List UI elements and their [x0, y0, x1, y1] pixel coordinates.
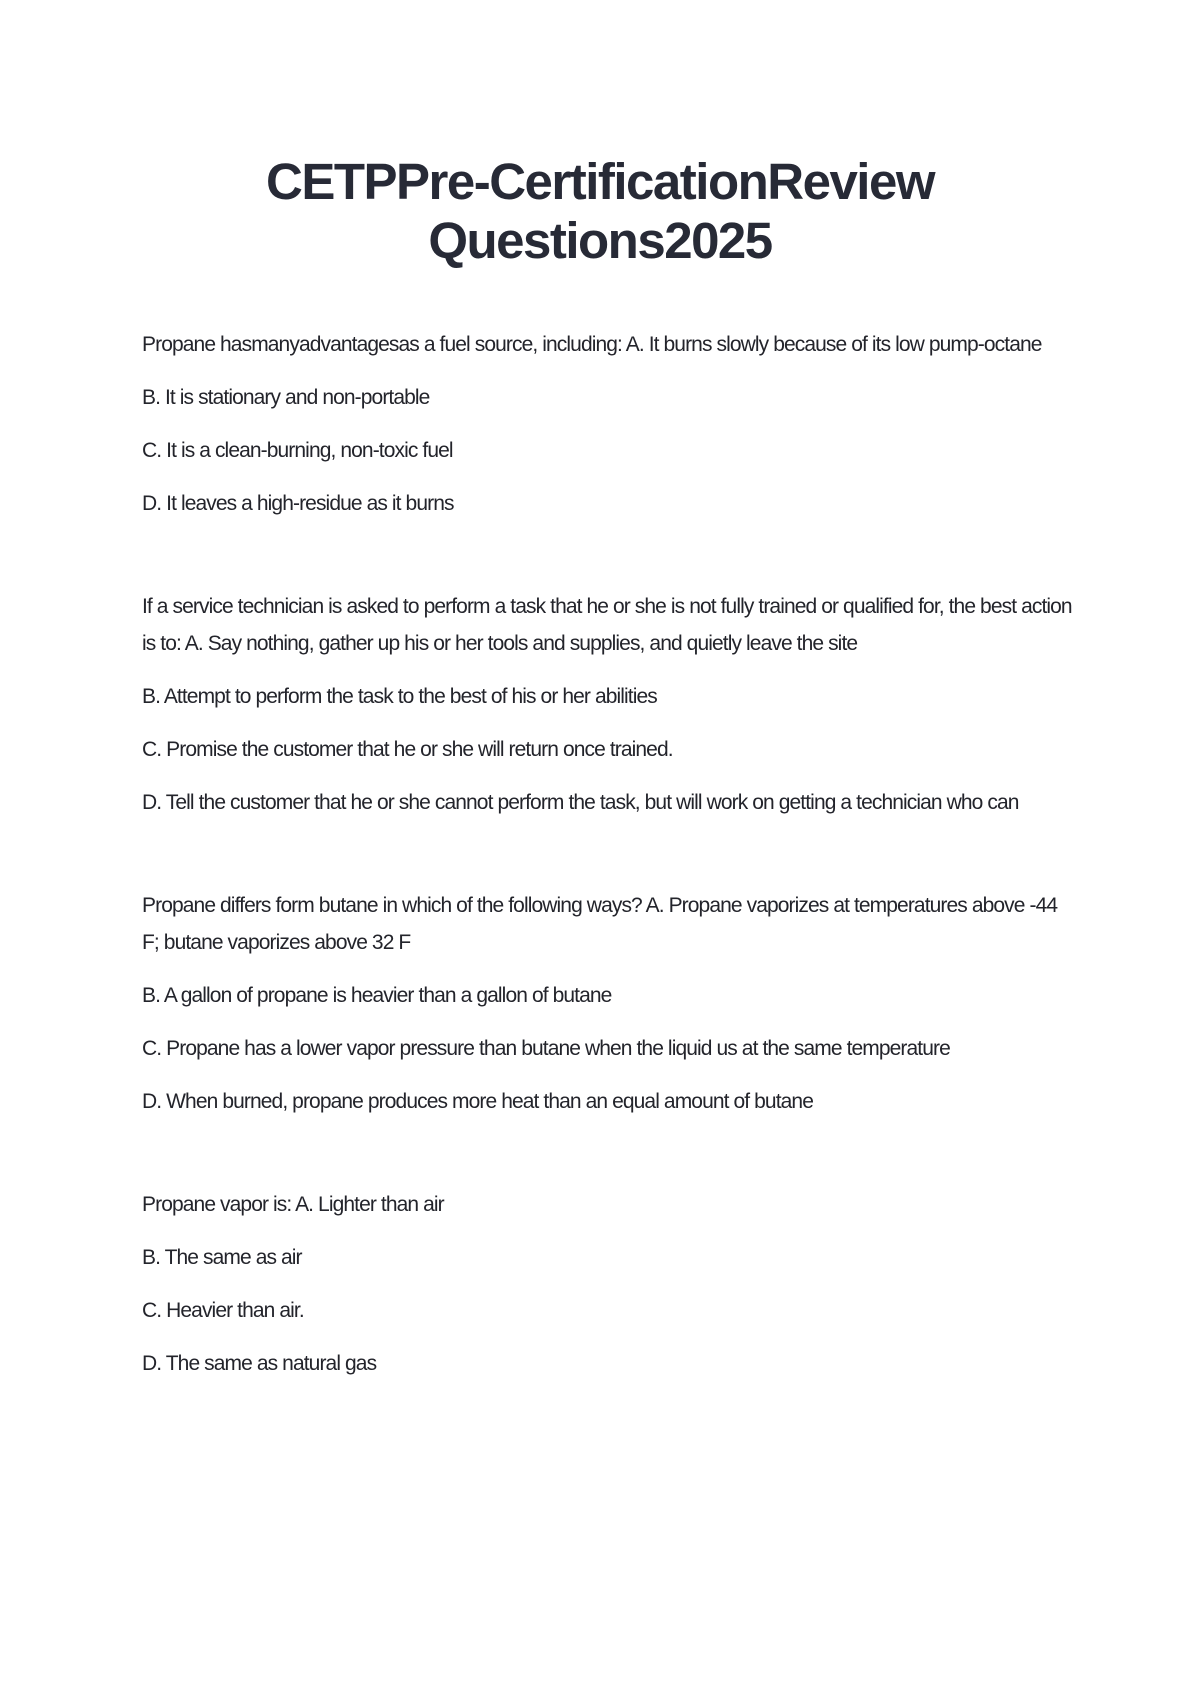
question-spacer — [142, 522, 1072, 588]
answer-option-c: C. Heavier than air. — [142, 1299, 304, 1322]
question-spacer — [142, 1120, 1072, 1186]
question-stem: If a service technician is asked to perform a task that he or she is not fully trained or qualified for, the best action is to: A. Say nothing, gather up his or her tools and supplies, and quietly leave the site — [142, 595, 1072, 655]
question-spacer — [142, 821, 1072, 887]
question-2 — [142, 588, 1072, 821]
answer-option-c: C. Propane has a lower vapor pressure than butane when the liquid us at the same temperature — [142, 1037, 950, 1060]
question-4 — [142, 1186, 1072, 1382]
answer-option-b: B. A gallon of propane is heavier than a gallon of butane — [142, 984, 612, 1007]
document-title — [0, 152, 1200, 270]
document-title-line-2: Questions2025 — [428, 212, 772, 269]
answer-option-c: C. Promise the customer that he or she will return once trained. — [142, 738, 673, 761]
answer-option-b: B. Attempt to perform the task to the best of his or her abilities — [142, 685, 657, 708]
answer-option-d: D. Tell the customer that he or she cannot perform the task, but will work on getting a technician who can — [142, 791, 1019, 814]
question-stem: Propane hasmanyadvantagesas a fuel source, including: A. It burns slowly because of its low pump-octane — [142, 333, 1042, 356]
answer-option-d: D. The same as natural gas — [142, 1352, 377, 1375]
questions-list — [142, 326, 1072, 1382]
answer-option-b: B. The same as air — [142, 1246, 302, 1269]
question-1 — [142, 326, 1072, 522]
answer-option-d: D. When burned, propane produces more heat than an equal amount of butane — [142, 1090, 813, 1113]
question-stem: Propane differs form butane in which of the following ways? A. Propane vaporizes at temperatures above -44 F; butane vaporizes above 32 F — [142, 894, 1058, 954]
answer-option-b: B. It is stationary and non-portable — [142, 386, 430, 409]
document-title-line-1: CETPPre-CertificationReview — [265, 153, 935, 210]
question-3 — [142, 887, 1072, 1120]
answer-option-d: D. It leaves a high-residue as it burns — [142, 492, 454, 515]
question-stem: Propane vapor is: A. Lighter than air — [142, 1193, 444, 1216]
answer-option-c: C. It is a clean-burning, non-toxic fuel — [142, 439, 453, 462]
